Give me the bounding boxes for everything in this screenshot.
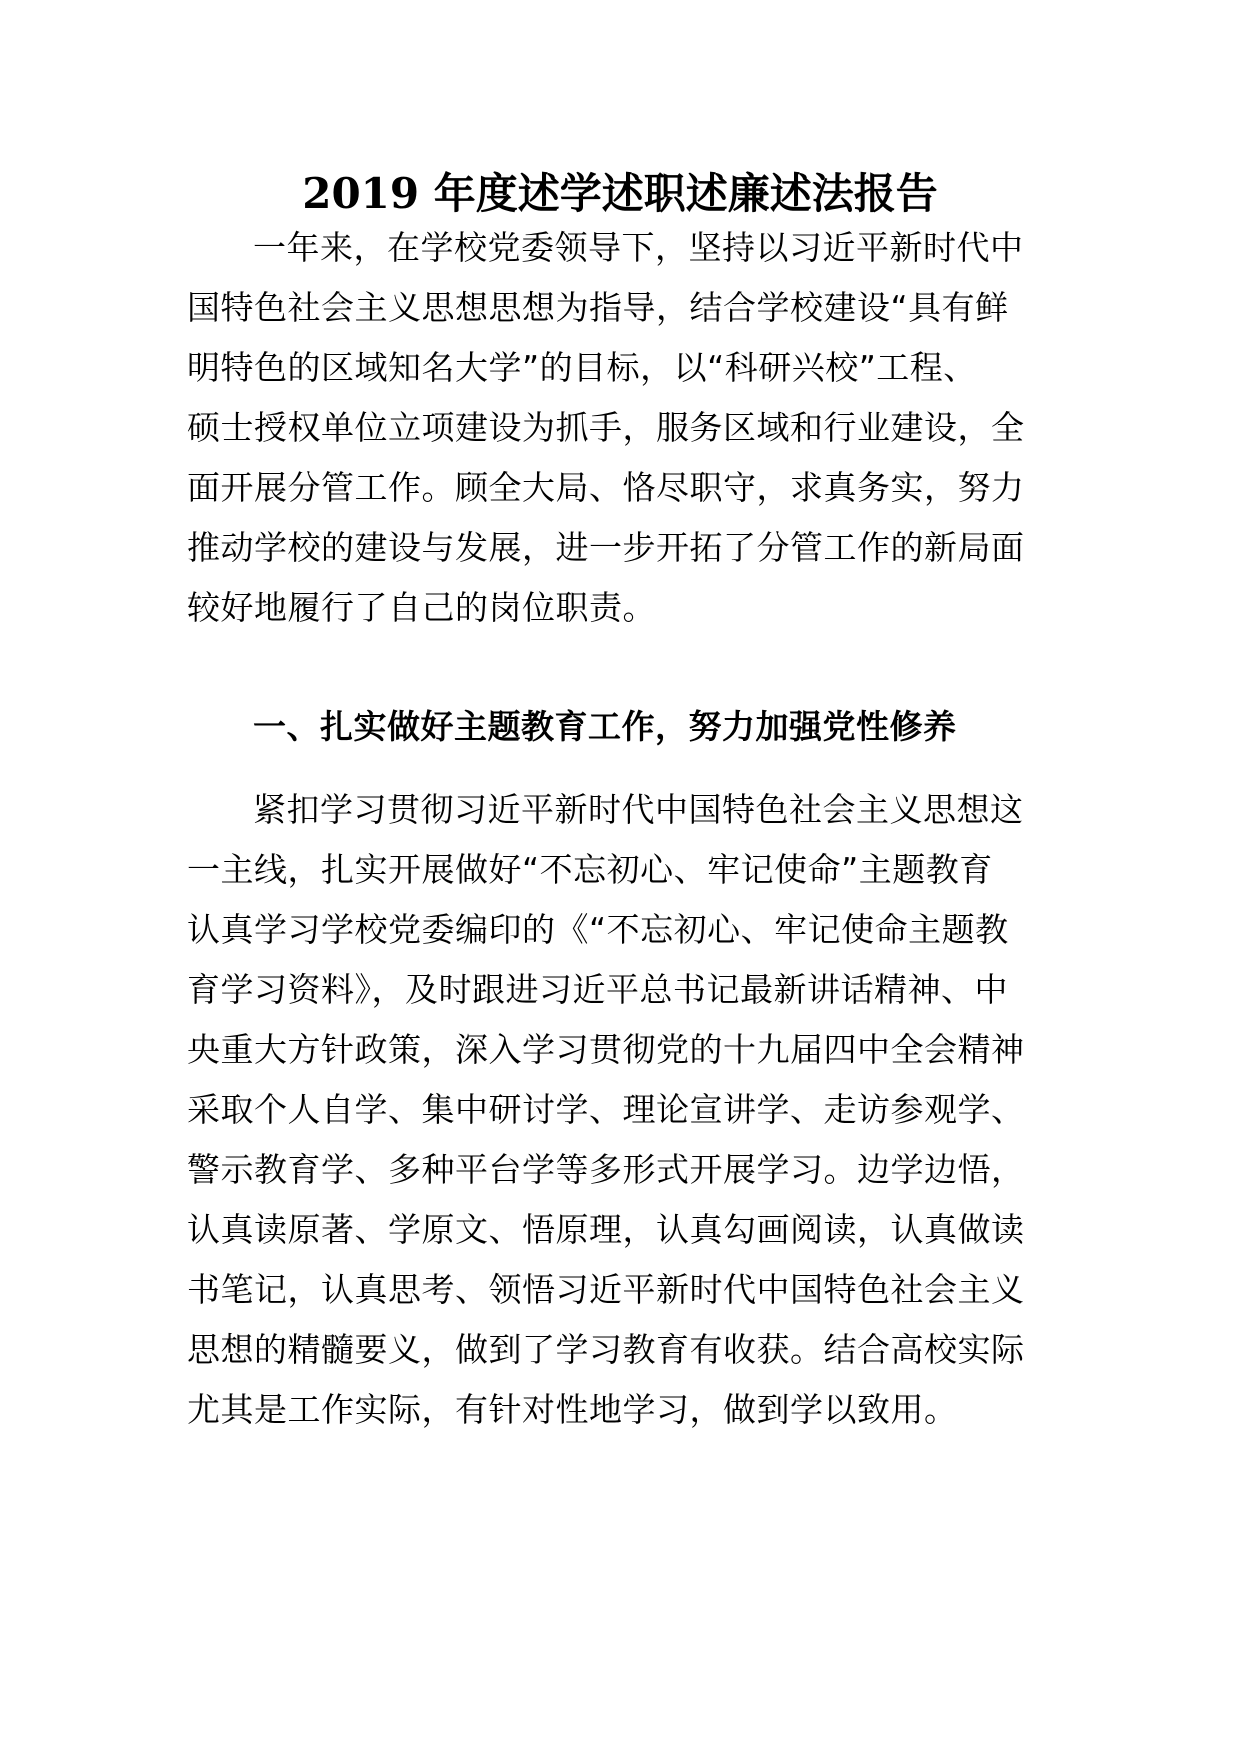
text-line: 一主线，扎实开展做好“不忘初心、牢记使命”主题教育 [187, 850, 993, 889]
section-1-heading: 一、扎实做好主题教育工作，努力加强党性修养 [253, 707, 957, 746]
text-line: 央重大方针政策，深入学习贯彻党的十九届四中全会精神 [187, 1030, 1025, 1069]
text-line: 思想的精髓要义，做到了学习教育有收获。结合高校实际 [187, 1330, 1025, 1369]
text-line: 认真读原著、学原文、悟原理，认真勾画阅读，认真做读 [187, 1210, 1025, 1249]
document-title: 2019 年度述学述职述廉述法报告 [302, 169, 938, 218]
text-line: 较好地履行了自己的岗位职责。 [187, 588, 656, 627]
text-line: 书笔记，认真思考、领悟习近平新时代中国特色社会主义 [187, 1270, 1025, 1309]
text-line: 育学习资料》，及时跟进习近平总书记最新讲话精神、中 [187, 970, 1008, 1009]
text-line: 面开展分管工作。顾全大局、恪尽职守，求真务实，努力 [187, 468, 1025, 507]
text-line: 认真学习学校党委编印的《“不忘初心、牢记使命主题教 [187, 910, 1009, 949]
text-line: 推动学校的建设与发展，进一步开拓了分管工作的新局面 [187, 528, 1025, 567]
text-line: 尤其是工作实际，有针对性地学习，做到学以致用。 [187, 1390, 958, 1429]
text-line: 警示教育学、多种平台学等多形式开展学习。边学边悟， [187, 1150, 1025, 1189]
text-line: 紧扣学习贯彻习近平新时代中国特色社会主义思想这 [253, 790, 1024, 829]
text-line: 明特色的区域知名大学”的目标，以“科研兴校”工程、 [187, 348, 977, 387]
text-line: 一年来，在学校党委领导下，坚持以习近平新时代中 [253, 228, 1024, 267]
text-line: 硕士授权单位立项建设为抓手，服务区域和行业建设，全 [187, 408, 1025, 447]
text-line: 采取个人自学、集中研讨学、理论宣讲学、走访参观学、 [187, 1090, 1025, 1129]
text-line: 国特色社会主义思想思想为指导，结合学校建设“具有鲜 [187, 288, 1009, 327]
